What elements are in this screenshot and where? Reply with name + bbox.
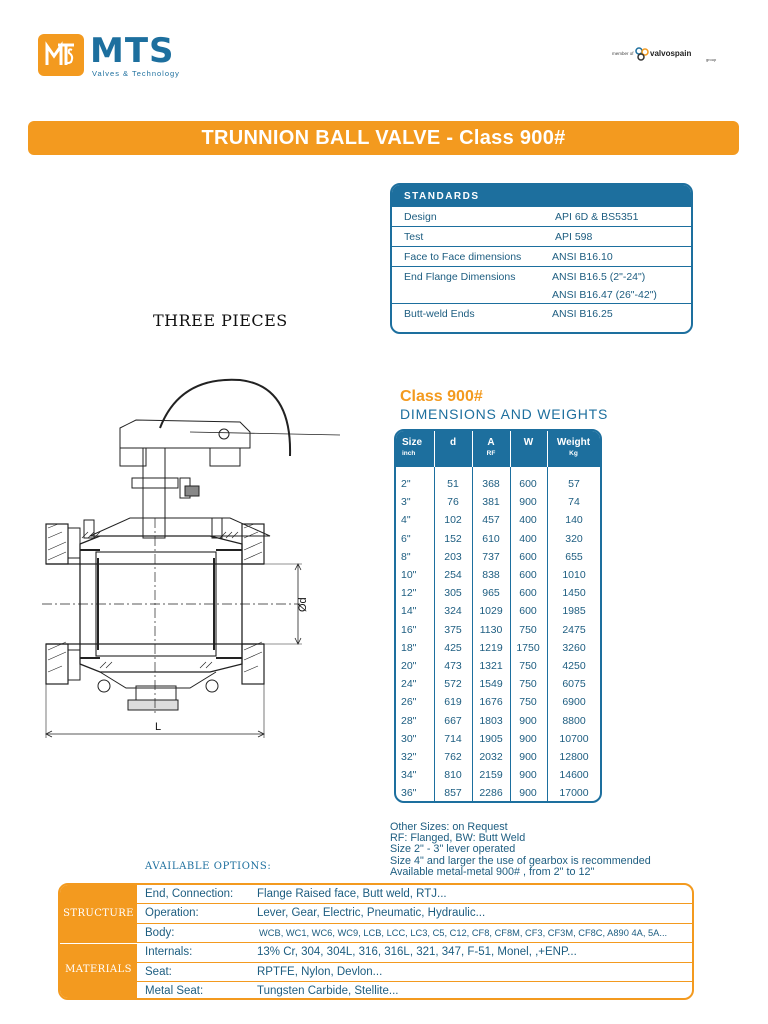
note-line: Available metal-metal 900# , from 2" to 12" <box>390 865 595 878</box>
logo-mark-icon <box>38 34 84 76</box>
table-cell: 762 <box>444 751 462 763</box>
standards-value: API 6D & BS5351 <box>555 211 639 223</box>
standards-value: API 598 <box>555 231 593 243</box>
standards-row <box>392 304 691 324</box>
table-cell: 600 <box>519 587 537 600</box>
table-cell: 1321 <box>479 660 503 672</box>
table-cell: 18" <box>401 641 417 654</box>
table-row <box>396 475 600 493</box>
table-cell: 2475 <box>562 623 586 636</box>
table-cell: 3" <box>401 496 411 509</box>
table-cell: 6" <box>401 532 411 545</box>
header-weight-label: Weight <box>556 437 591 448</box>
table-cell: 1549 <box>479 678 503 691</box>
table-cell: 4" <box>401 514 411 527</box>
table-cell: 320 <box>565 532 583 545</box>
table-cell: 619 <box>444 696 462 709</box>
brand-tagline: Valves & Technology <box>92 69 180 78</box>
table-cell: 36" <box>401 787 417 800</box>
table-cell: 572 <box>444 678 462 691</box>
option-value: RPTFE, Nylon, Devlon... <box>257 965 383 978</box>
table-cell: 473 <box>444 660 462 672</box>
option-row <box>137 963 692 982</box>
option-value: Flange Raised face, Butt weld, RTJ... <box>257 888 447 900</box>
table-cell: 102 <box>444 514 462 527</box>
standards-value: ANSI B16.5 (2"-24") <box>552 271 646 283</box>
option-value: Lever, Gear, Electric, Pneumatic, Hydraulic... <box>257 907 486 920</box>
table-cell: 1803 <box>479 714 503 727</box>
table-cell: 17000 <box>559 787 589 800</box>
note-line: Other Sizes: on Request <box>390 821 508 833</box>
table-cell: 254 <box>444 569 462 581</box>
table-cell: 305 <box>444 587 462 600</box>
table-row <box>396 784 600 802</box>
table-cell: 667 <box>444 714 462 727</box>
table-cell: 900 <box>519 732 537 745</box>
table-cell: 28" <box>401 714 417 727</box>
table-cell: 20" <box>401 660 417 672</box>
table-cell: 1010 <box>562 569 586 581</box>
standards-value: ANSI B16.25 <box>552 308 613 320</box>
table-cell: 400 <box>519 532 537 545</box>
table-cell: 2" <box>401 478 411 490</box>
option-label: Operation: <box>145 907 199 920</box>
standards-row <box>392 207 691 227</box>
member-suffix: group <box>706 57 717 62</box>
table-cell: 838 <box>482 569 500 581</box>
table-cell: 750 <box>519 623 537 636</box>
valvospain-logo-icon <box>634 46 650 62</box>
table-cell: 610 <box>482 532 500 545</box>
table-cell: 16" <box>401 623 417 636</box>
brand-logo <box>38 31 198 80</box>
table-cell: 12" <box>401 587 417 600</box>
standards-label: Test <box>404 231 424 243</box>
table-cell: 714 <box>444 732 462 745</box>
dimension-l-label: L <box>155 721 162 733</box>
options-group-column <box>60 885 137 998</box>
table-cell: 2286 <box>479 787 503 800</box>
table-cell: 1450 <box>562 587 586 600</box>
table-cell: 965 <box>482 587 500 600</box>
note-line: RF: Flanged, BW: Butt Weld <box>390 832 526 845</box>
table-row <box>396 675 600 693</box>
table-cell: 381 <box>482 496 500 509</box>
table-cell: 8800 <box>562 714 586 727</box>
option-label: Body: <box>145 926 175 939</box>
table-row <box>396 712 600 730</box>
table-cell: 2032 <box>479 751 503 763</box>
table-cell: 8" <box>401 550 411 563</box>
table-cell: 655 <box>565 550 583 563</box>
table-cell: 76 <box>447 496 459 509</box>
standards-row <box>392 267 691 304</box>
header-w-label: W <box>523 437 534 448</box>
table-cell: 400 <box>519 514 537 527</box>
table-cell: 600 <box>519 478 537 490</box>
member-name: valvospain <box>650 49 692 58</box>
standards-label: End Flange Dimensions <box>404 271 516 283</box>
title-bar <box>28 121 739 155</box>
table-cell: 737 <box>482 550 500 563</box>
dimensions-subtitle: DIMENSIONS AND WEIGHTS <box>400 406 609 422</box>
header-a <box>472 437 510 459</box>
table-row <box>396 766 600 784</box>
table-cell: 203 <box>444 550 462 563</box>
table-cell: 857 <box>444 787 462 800</box>
table-row <box>396 730 600 748</box>
options-table <box>58 883 694 1000</box>
notes <box>390 822 651 878</box>
table-cell: 750 <box>519 660 537 672</box>
option-value: Tungsten Carbide, Stellite... <box>257 985 399 997</box>
table-cell: 900 <box>519 714 537 727</box>
header-d-label: d <box>449 437 457 448</box>
table-cell: 57 <box>568 478 580 490</box>
standards-value: ANSI B16.10 <box>552 251 613 263</box>
table-cell: 457 <box>482 514 500 527</box>
table-cell: 4250 <box>562 660 586 672</box>
table-row <box>396 693 600 711</box>
table-cell: 375 <box>444 623 462 636</box>
table-cell: 600 <box>519 605 537 618</box>
dimension-d-label: Ød <box>297 597 309 612</box>
table-cell: 900 <box>519 496 537 509</box>
table-row <box>396 493 600 511</box>
option-row <box>137 924 692 943</box>
valve-drawing <box>40 368 340 748</box>
option-label: End, Connection: <box>145 888 234 900</box>
table-row <box>396 511 600 529</box>
page-title: TRUNNION BALL VALVE - Class 900# <box>201 126 566 149</box>
option-value: WCB, WC1, WC6, WC9, LCB, LCC, LC3, C5, C12, CF8, CF8M, CF3, CF3M, CF8C, A890 4A, 5A... <box>259 927 668 938</box>
option-row <box>137 943 692 962</box>
member-prefix: member of <box>612 51 634 56</box>
table-cell: 10700 <box>559 732 589 745</box>
table-cell: 600 <box>519 569 537 581</box>
option-label: Seat: <box>145 965 172 978</box>
header-weight <box>547 437 600 459</box>
header-a-label: A <box>487 437 495 448</box>
table-cell: 810 <box>444 769 462 782</box>
header-size-label: Size <box>402 437 423 448</box>
table-cell: 6900 <box>562 696 586 709</box>
options-title: AVAILABLE OPTIONS: <box>145 861 272 872</box>
table-cell: 2159 <box>479 769 503 782</box>
table-cell: 368 <box>482 478 500 490</box>
note-line: Size 2" - 3" lever operated <box>390 843 516 856</box>
table-cell: 1029 <box>479 605 503 618</box>
table-cell: 34" <box>401 769 417 782</box>
table-row <box>396 602 600 620</box>
table-cell: 1750 <box>516 641 540 654</box>
table-row <box>396 584 600 602</box>
table-cell: 24" <box>401 678 417 691</box>
standards-label: Butt-weld Ends <box>404 308 475 320</box>
dimensions-table <box>394 429 602 803</box>
table-cell: 900 <box>519 787 537 800</box>
header-w <box>510 437 547 448</box>
standards-row <box>392 227 691 247</box>
table-row <box>396 639 600 657</box>
standards-row <box>392 247 691 267</box>
table-cell: 750 <box>519 678 537 691</box>
table-cell: 140 <box>565 514 583 527</box>
table-cell: 30" <box>401 732 417 745</box>
table-cell: 6075 <box>562 678 586 691</box>
table-cell: 324 <box>444 605 462 618</box>
table-cell: 51 <box>447 478 459 490</box>
standards-label: Face to Face dimensions <box>404 251 522 263</box>
standards-value-secondary: ANSI B16.47 (26"-42") <box>552 289 657 301</box>
table-cell: 900 <box>519 769 537 782</box>
header-size <box>402 437 430 459</box>
table-cell: 600 <box>519 550 537 563</box>
option-value: 13% Cr, 304, 304L, 316, 316L, 321, 347, F-51, Monel, ,+ENP... <box>257 946 577 959</box>
table-row <box>396 548 600 566</box>
option-row <box>137 982 692 1000</box>
table-cell: 1676 <box>479 696 503 709</box>
group-structure: STRUCTURE <box>63 908 134 919</box>
table-cell: 3260 <box>562 641 586 654</box>
header-weight-unit: Kg <box>569 450 578 457</box>
brand-name: MTS <box>90 31 175 71</box>
standards-header: STANDARDS <box>392 185 691 207</box>
table-cell: 32" <box>401 751 417 763</box>
standards-label: Design <box>404 211 437 223</box>
note-line: Size 4" and larger the use of gearbox is recommended <box>390 854 651 867</box>
table-row <box>396 621 600 639</box>
table-cell: 26" <box>401 696 417 709</box>
table-cell: 1130 <box>479 623 503 636</box>
option-row <box>137 904 692 923</box>
table-cell: 1985 <box>562 605 586 618</box>
table-cell: 900 <box>519 751 537 763</box>
table-cell: 12800 <box>559 751 589 763</box>
standards-box <box>390 183 693 334</box>
table-row <box>396 530 600 548</box>
table-cell: 152 <box>444 532 462 545</box>
group-divider <box>60 943 137 944</box>
table-cell: 14600 <box>559 769 589 782</box>
table-cell: 750 <box>519 696 537 709</box>
member-badge <box>612 44 722 64</box>
table-cell: 1219 <box>479 641 503 654</box>
header-a-unit: RF <box>486 450 496 457</box>
option-label: Metal Seat: <box>145 985 204 997</box>
table-cell: 1905 <box>479 732 503 745</box>
header-d <box>434 437 472 448</box>
table-cell: 14" <box>401 605 417 618</box>
header-size-unit: inch <box>402 450 416 457</box>
table-cell: 425 <box>444 641 462 654</box>
group-materials: MATERIALS <box>65 964 132 975</box>
class-title: Class 900# <box>400 388 483 405</box>
drawing-caption: THREE PIECES <box>153 311 288 330</box>
table-row <box>396 566 600 584</box>
table-row <box>396 657 600 675</box>
table-row <box>396 748 600 766</box>
table-cell: 74 <box>568 496 580 509</box>
option-row <box>137 885 692 904</box>
option-label: Internals: <box>145 946 193 959</box>
table-cell: 10" <box>401 569 417 581</box>
